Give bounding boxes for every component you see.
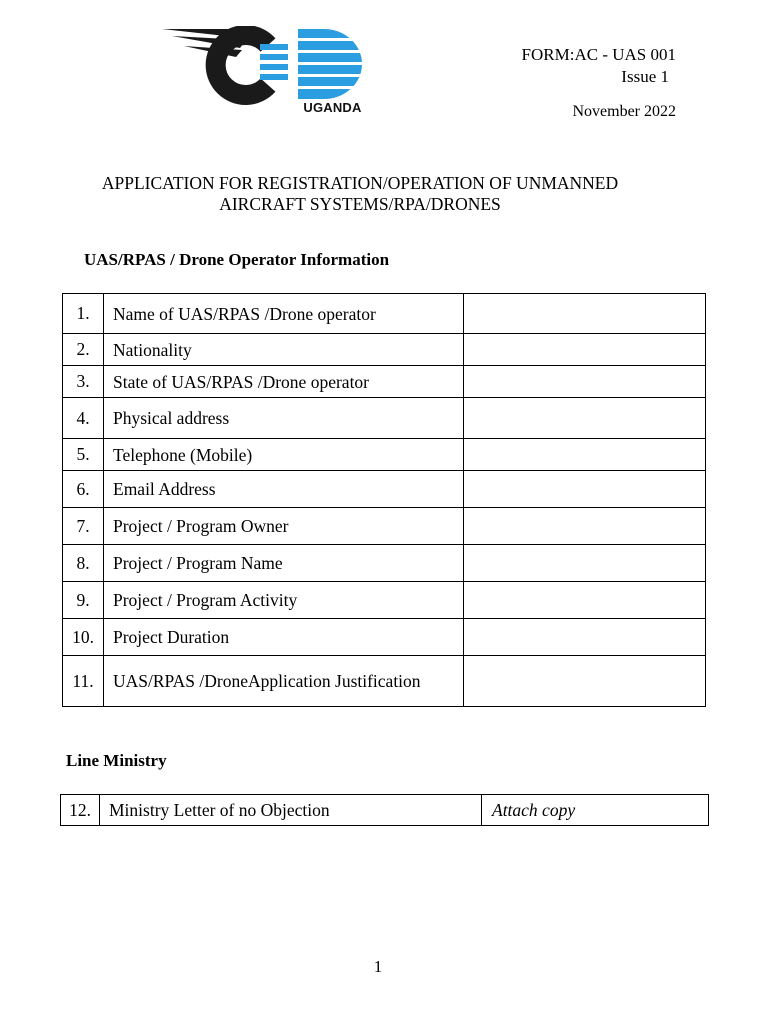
row-number: 4. [63,398,104,439]
logo-caption: UGANDA [303,100,362,115]
table-row [63,545,706,582]
row-label: Nationality [104,334,464,366]
ministry-section-heading: Line Ministry [66,751,167,770]
form-identifier [522,44,676,88]
table-row [63,366,706,398]
program-owner-field[interactable] [464,508,706,545]
table-row [63,619,706,656]
row-number: 12. [61,795,100,826]
table-row [63,508,706,545]
row-number: 11. [63,656,104,707]
table-row [63,398,706,439]
operator-info-table [62,293,706,707]
physical-address-field[interactable] [464,398,706,439]
row-number: 1. [63,294,104,334]
row-number: 5. [63,439,104,471]
title-line-1: APPLICATION FOR REGISTRATION/OPERATION OF UNMANNED [101,173,619,193]
form-date: November 2022 [572,103,676,120]
operator-name-field[interactable] [464,294,706,334]
form-code: FORM:AC - UAS 001 [521,45,676,64]
operator-section-heading: UAS/RPAS / Drone Operator Information [84,250,390,269]
row-label: Telephone (Mobile) [104,439,464,471]
row-label: Physical address [104,398,464,439]
row-label: Project / Program Activity [104,582,464,619]
telephone-field[interactable] [464,439,706,471]
row-label: Ministry Letter of no Objection [100,795,482,826]
ministry-table [60,794,709,826]
table-row [63,294,706,334]
page-number: 1 [373,957,383,976]
row-number: 10. [63,619,104,656]
caa-logo [160,26,365,118]
row-number: 7. [63,508,104,545]
project-duration-field[interactable] [464,619,706,656]
row-label: Project Duration [104,619,464,656]
table-row [61,795,709,826]
table-row [63,656,706,707]
program-name-field[interactable] [464,545,706,582]
operator-state-field[interactable] [464,366,706,398]
row-number: 2. [63,334,104,366]
table-row [63,582,706,619]
row-label: Project / Program Name [104,545,464,582]
table-row [63,471,706,508]
row-label: State of UAS/RPAS /Drone operator [104,366,464,398]
document-title [40,173,680,215]
row-number: 9. [63,582,104,619]
program-activity-field[interactable] [464,582,706,619]
form-issue: Issue 1 [621,67,669,86]
table-row [63,439,706,471]
attach-copy-field[interactable]: Attach copy [482,795,709,826]
row-number: 6. [63,471,104,508]
application-justification-field[interactable] [464,656,706,707]
row-number: 3. [63,366,104,398]
table-row [63,334,706,366]
row-number: 8. [63,545,104,582]
title-line-2: AIRCRAFT SYSTEMS/RPA/DRONES [219,194,501,214]
email-field[interactable] [464,471,706,508]
nationality-field[interactable] [464,334,706,366]
row-label: Name of UAS/RPAS /Drone operator [104,294,464,334]
row-label: Email Address [104,471,464,508]
row-label: UAS/RPAS /DroneApplication Justification [104,656,464,707]
row-label: Project / Program Owner [104,508,464,545]
